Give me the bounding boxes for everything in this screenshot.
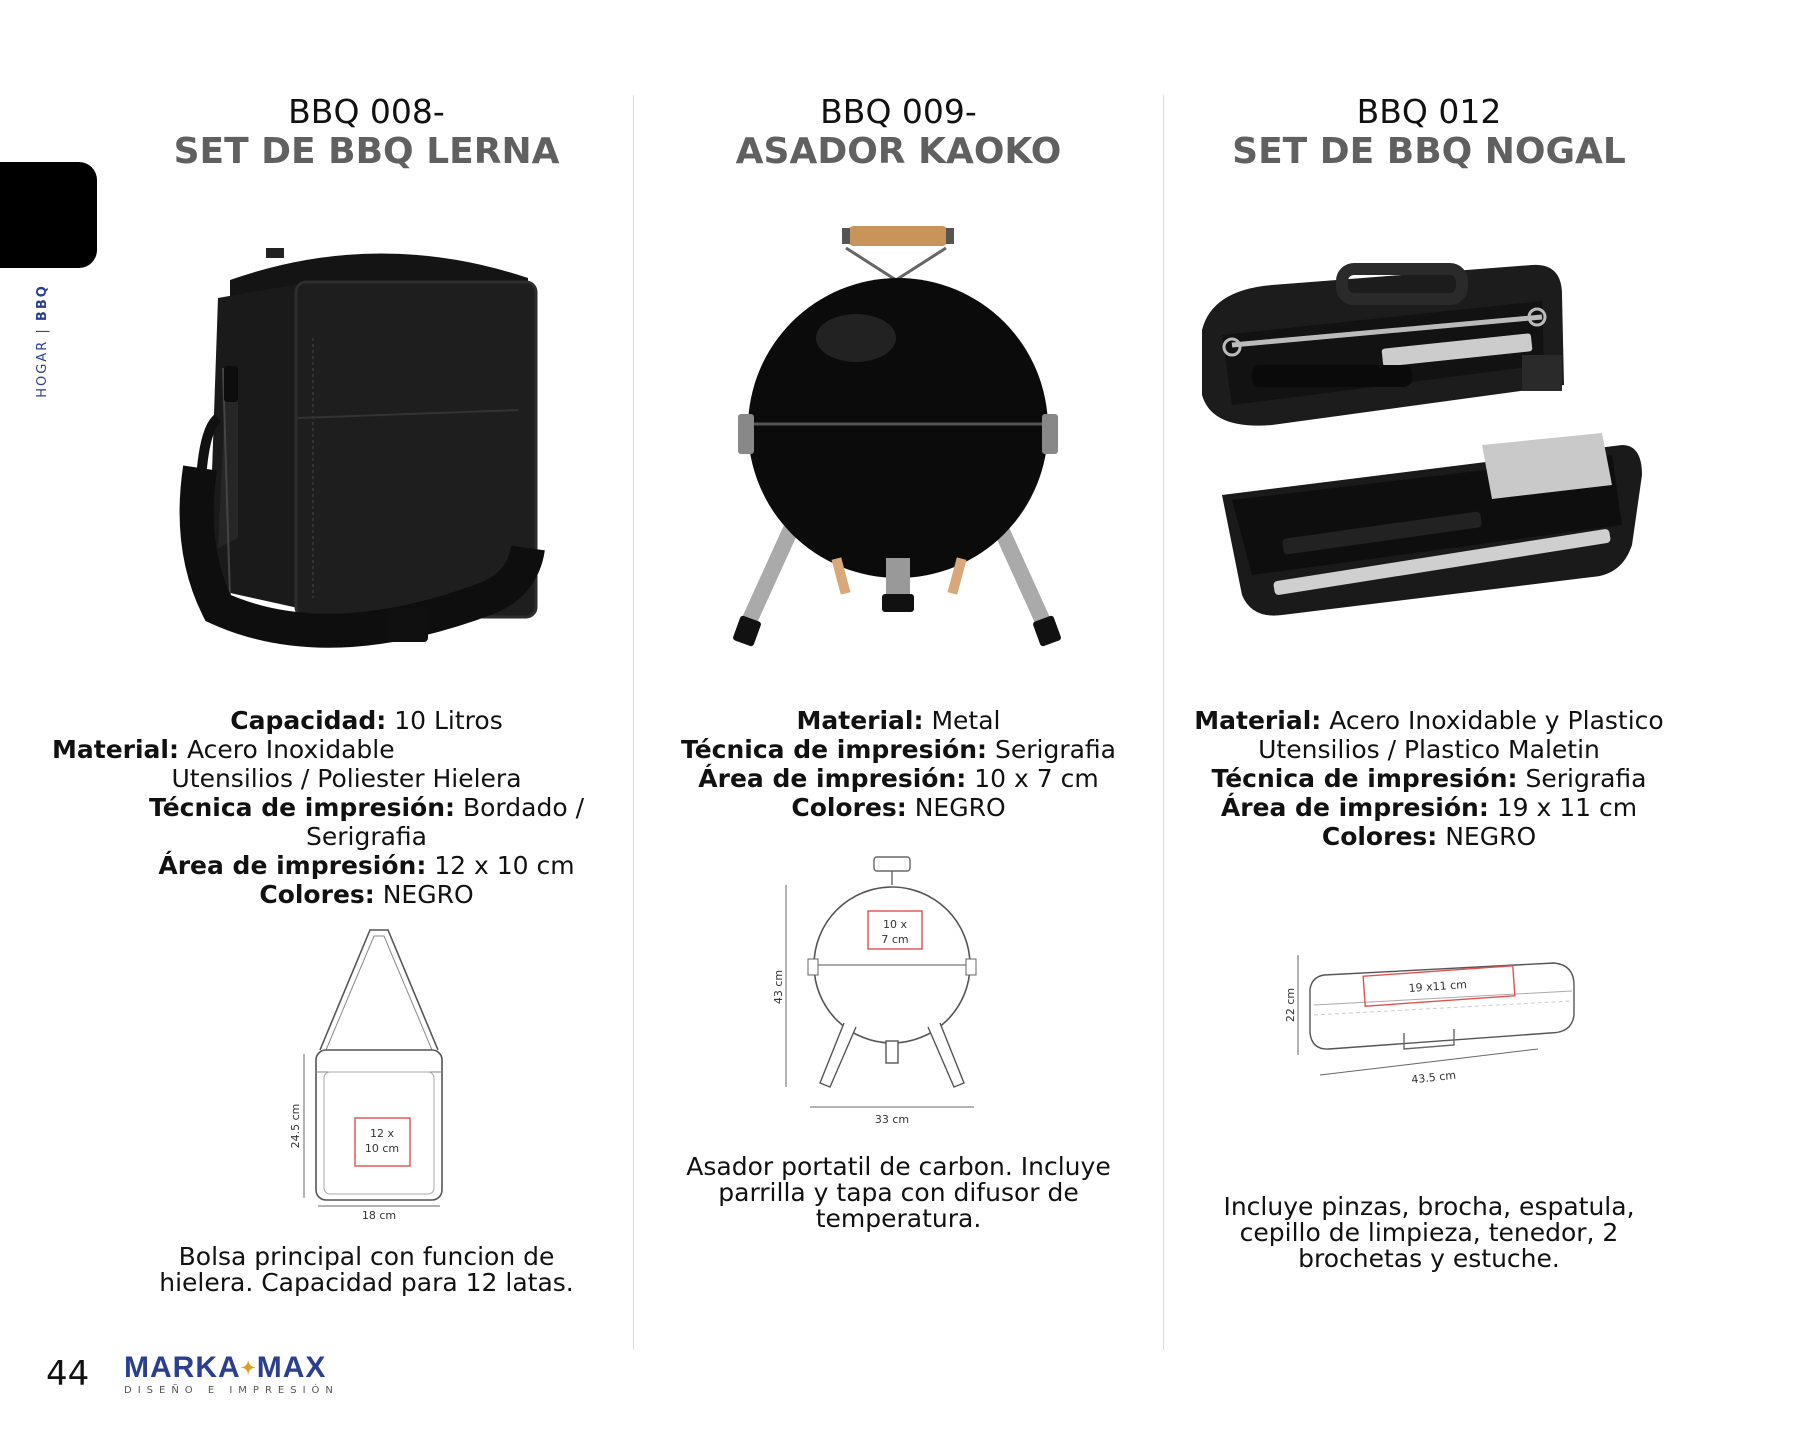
height-dimension-label: 43 cm <box>772 969 785 1005</box>
cooler-bag-dimension-diagram <box>290 922 490 1222</box>
kettle-grill-photo <box>726 218 1076 658</box>
spec-value-technique: Serigrafia <box>994 735 1116 764</box>
height-dimension-label: 24.5 cm <box>289 1103 302 1149</box>
spec-value-material: Metal <box>931 706 1001 735</box>
spec-value-capacity: 10 Litros <box>394 706 503 735</box>
description-line: hielera. Capacidad para 12 latas. <box>159 1268 574 1297</box>
width-dimension-label: 33 cm <box>874 1113 910 1126</box>
category-label: BBQ <box>35 284 50 322</box>
product-specs <box>634 706 1163 822</box>
spec-value-print-area: 19 x 11 cm <box>1496 793 1638 822</box>
product-code: BBQ 012 <box>1356 92 1502 131</box>
side-tab-label <box>34 280 54 410</box>
bbq-tool-case-photo <box>1192 255 1662 645</box>
height-dimension-label: 22 cm <box>1284 987 1297 1023</box>
product-column-bbq-012 <box>1164 0 1694 1436</box>
product-specs-material <box>12 735 604 764</box>
spec-label-material: Material: <box>1194 706 1322 735</box>
description-line: Bolsa principal con funcion de <box>178 1242 555 1271</box>
print-area-label-line1: 12 x <box>369 1127 395 1140</box>
spec-label-capacity: Capacidad: <box>230 706 387 735</box>
spec-label-technique: Técnica de impresión: <box>680 735 988 764</box>
spec-value-material-detail: Utensilios / Plastico Maletin <box>1258 735 1600 764</box>
print-area-label: 19 x11 cm <box>1408 977 1468 996</box>
spec-value-colors: NEGRO <box>914 793 1006 822</box>
spec-value-material: Acero Inoxidable <box>186 735 395 764</box>
spec-label-colors: Colores: <box>791 793 907 822</box>
product-column-bbq-009 <box>634 0 1163 1436</box>
print-area-label-line2: 7 cm <box>881 933 909 946</box>
description-line: Asador portatil de carbon. Incluye <box>686 1152 1111 1181</box>
cooler-bag-photo <box>178 218 578 668</box>
product-description <box>100 1244 633 1296</box>
spec-value-technique-detail: Serigrafia <box>305 822 427 851</box>
side-tab-divider: | <box>35 327 50 334</box>
product-specs <box>1164 706 1694 851</box>
section-label: HOGAR <box>35 339 50 398</box>
product-code: BBQ 008- <box>288 92 445 131</box>
print-area-label-line1: 10 x <box>882 918 908 931</box>
product-description <box>1164 1194 1694 1272</box>
brand-name-right: MAX <box>256 1351 327 1384</box>
description-line: brochetas y estuche. <box>1298 1244 1560 1273</box>
spec-label-technique: Técnica de impresión: <box>148 793 456 822</box>
side-tab <box>0 162 97 268</box>
product-description <box>634 1154 1163 1232</box>
spec-value-print-area: 10 x 7 cm <box>974 764 1099 793</box>
product-specs <box>100 706 633 735</box>
spec-value-material: Acero Inoxidable y Plastico <box>1329 706 1664 735</box>
width-dimension-label: 43.5 cm <box>1410 1068 1457 1087</box>
spec-label-technique: Técnica de impresión: <box>1211 764 1518 793</box>
spec-label-print-area: Área de impresión: <box>1220 793 1489 822</box>
spec-value-colors: NEGRO <box>1445 822 1537 851</box>
star-icon: ✦ <box>240 1358 257 1378</box>
product-name: SET DE BBQ NOGAL <box>1232 131 1626 172</box>
spec-value-technique: Serigrafia <box>1525 764 1647 793</box>
bbq-tool-case-dimension-diagram <box>1284 945 1574 1095</box>
product-name: ASADOR KAOKO <box>735 131 1062 172</box>
description-line: cepillo de limpieza, tenedor, 2 <box>1239 1218 1619 1247</box>
brand-logo <box>124 1352 374 1402</box>
description-line: temperatura. <box>815 1204 982 1233</box>
spec-label-colors: Colores: <box>1321 822 1438 851</box>
page-number: 44 <box>46 1354 90 1394</box>
spec-label-material: Material: <box>796 706 924 735</box>
spec-label-print-area: Área de impresión: <box>158 851 427 880</box>
spec-label-colors: Colores: <box>259 880 375 909</box>
brand-tagline: DISEÑO E IMPRESIÓN <box>124 1385 339 1396</box>
width-dimension-label: 18 cm <box>361 1209 397 1222</box>
product-code: BBQ 009- <box>820 92 977 131</box>
product-specs-rest <box>100 764 633 909</box>
spec-label-material: Material: <box>52 735 179 764</box>
brand-name-left: MARKA <box>124 1351 241 1384</box>
kettle-grill-dimension-diagram <box>774 855 1014 1135</box>
spec-value-technique: Bordado / <box>462 793 584 822</box>
description-line: Incluye pinzas, brocha, espatula, <box>1223 1192 1635 1221</box>
spec-value-material-detail: Utensilios / Poliester Hielera <box>171 764 522 793</box>
spec-value-colors: NEGRO <box>382 880 474 909</box>
spec-value-print-area: 12 x 10 cm <box>434 851 575 880</box>
print-area-label-line2: 10 cm <box>364 1142 400 1155</box>
description-line: parrilla y tapa con difusor de <box>718 1178 1079 1207</box>
spec-label-print-area: Área de impresión: <box>698 764 967 793</box>
product-name: SET DE BBQ LERNA <box>173 131 560 172</box>
